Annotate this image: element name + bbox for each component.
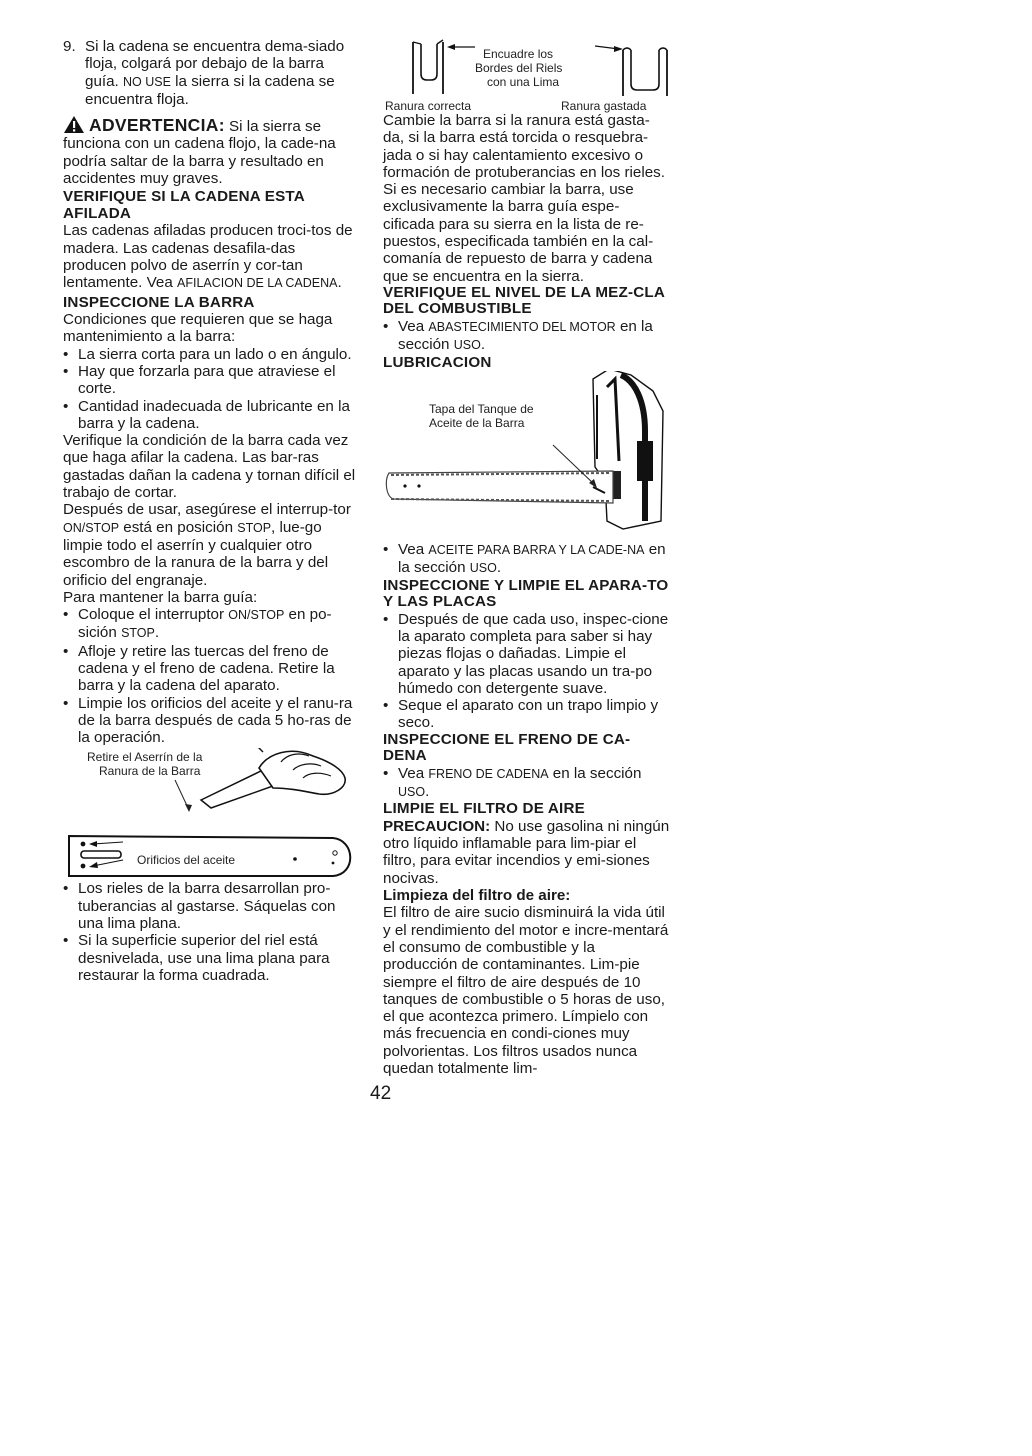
- warning-title: ADVERTENCIA:: [89, 115, 225, 136]
- paragraph-despues: Después de usar, asegúrese el interrup-tor ON/STOP está en posición STOP, lue-go limpie todo el aserrín y cualquier otro escombro de la ranura de la barra y del orificio del engranaje.: [63, 501, 351, 589]
- left-column: [63, 38, 359, 984]
- precaucion-title: PRECAUCION:: [383, 817, 491, 835]
- figure-label: Ranura correcta: [385, 99, 472, 113]
- item-9: 9. Si la cadena se encuentra dema-siado floja, colgará por debajo de la barra guía. NO USE la sierra si la cadena se encuentra floja.: [63, 38, 345, 108]
- item-9-number: 9.: [63, 38, 76, 55]
- list-item: • Cantidad inadecuada de lubricante en la barra y la cadena.: [63, 397, 350, 432]
- figure-rail-profile: [383, 38, 670, 112]
- list-rieles: [63, 880, 359, 984]
- heading-inspeccione-barra: INSPECCIONE LA BARRA: [63, 293, 255, 311]
- figure-label: Ranura gastada: [561, 99, 647, 113]
- heading-nivel-combustible: VERIFIQUE EL NIVEL DE LA MEZ-CLA DEL COMBUSTIBLE: [383, 283, 665, 318]
- warning-icon: [63, 115, 85, 134]
- list-item: • Vea FRENO DE CADENA en la sección USO.: [383, 764, 642, 801]
- paragraph-cambie: Cambie la barra si la ranura está gasta-da, si la barra está torcida o resquebra-jada o si hay calentamiento excesivo o formación de protuberancias en los rieles. Si es necesario cambiar la barra, use exclusivamente la barra guía espe-cificada para su sierra en la lista de re-puestos, especificada también en la cal-comanía de repuesto de barra y cadena que se encuentra en la sierra.: [383, 112, 665, 285]
- list-item: • Limpie los orificios del aceite y el ranu-ra de la barra después de cada 5 ho-ras de la operación.: [63, 694, 353, 747]
- list-item: • Los rieles de la barra desarrollan pro-tuberancias al gastarse. Sáquelas con una lima plana.: [63, 880, 336, 933]
- heading-limpieza-filtro: Limpieza del filtro de aire:: [383, 887, 571, 905]
- list-item: • Si la superficie superior del riel está desnivelada, use una lima plana para restaurar la forma cuadrada.: [63, 932, 330, 984]
- list-item: • Afloje y retire las tuercas del freno de cadena y el freno de cadena. Retire la barra y la cadena del aparato.: [63, 642, 335, 695]
- figure-label: Retire el Aserrín de la: [87, 750, 203, 765]
- list-item: • Seque el aparato con un trapo limpio y seco.: [383, 697, 659, 732]
- figure-label: Tapa del Tanque de: [429, 402, 534, 417]
- list-condiciones: [63, 346, 359, 432]
- heading-freno-cadena: INSPECCIONE EL FRENO DE CA-DENA: [383, 730, 631, 765]
- chainsaw-bar-illustration: [383, 371, 673, 533]
- figure-lubrication: [383, 371, 670, 533]
- list-item: • La sierra corta para un lado o en ángulo.: [63, 345, 352, 363]
- list-item: • Vea ABASTECIMIENTO DEL MOTOR en la sección USO.: [383, 317, 653, 354]
- figure-label: Orificios del aceite: [137, 853, 236, 868]
- figure-label: Ranura de la Barra: [99, 764, 201, 779]
- figure-label: Aceite de la Barra: [429, 416, 525, 431]
- paragraph-cadenas-afiladas: Las cadenas afiladas producen troci-tos de madera. Las cadenas desafila-das producen polvo de aserrín y cor-tan lentamente. Vea AFILACION DE LA CADENA.: [63, 222, 353, 292]
- list-item: • Vea ACEITE PARA BARRA Y LA CADE-NA en la sección USO.: [383, 541, 666, 577]
- paragraph-para-mantener: Para mantener la barra guía:: [63, 588, 258, 606]
- list-item: • Hay que forzarla para que atraviese el corte.: [63, 362, 336, 398]
- heading-inspeccione-aparato: INSPECCIONE Y LIMPIE EL APARA-TO Y LAS PLACAS: [383, 576, 669, 611]
- figure-label: Encuadre los: [483, 47, 554, 61]
- heading-verifique-cadena: VERIFIQUE SI LA CADENA ESTA AFILADA: [63, 188, 305, 222]
- list-item: • Después de que cada uso, inspec-cione la aparato completa para saber si hay piezas flojas o dañadas. Limpie el aparato y las placas usando un tra-po húmedo con detergente suave.: [383, 610, 669, 697]
- heading-lubricacion: LUBRICACION: [383, 353, 492, 371]
- paragraph-condiciones: Condiciones que requieren que se haga mantenimiento a la barra:: [63, 311, 333, 346]
- figure-bar-cleaning: [63, 748, 359, 882]
- figure-label: Bordes del Riels: [475, 61, 563, 75]
- heading-filtro-aire: LIMPIE EL FILTRO DE AIRE: [383, 800, 585, 818]
- right-column: [383, 38, 670, 1077]
- paragraph-filtro: El filtro de aire sucio disminuirá la vida útil y el rendimiento del motor e incre-mentará el consumo de combustible y la producción de contaminantes. Lim-pie siempre el filtro de aire después de 10 tanques de combustible o 5 horas de uso, el que acontezca primero. Límpielo con más frecuencia en condi-ciones muy polvorientas. Los filtros usados nunca quedan totalmente lim-: [383, 904, 669, 1077]
- warning-paragraph: ADVERTENCIA: Si la sierra se funciona con un cadena flojo, la cade-na podría saltar de la barra y resultado en accidentes muy graves.: [63, 115, 336, 188]
- list-item: • Coloque el interruptor ON/STOP en po-sición STOP.: [63, 606, 332, 642]
- paragraph-verifique: Verifique la condición de la barra cada vez que haga afilar la cadena. Las bar-ras gastadas dañan la cadena y tornan difícil el trabajo de cortar.: [63, 432, 356, 502]
- page-number: 42: [370, 1083, 392, 1104]
- paragraph-precaucion: PRECAUCION: No use gasolina ni ningún otro líquido inflamable para lim-piar el filtro, para evitar incendios y emi-siones nocivas.: [383, 817, 670, 887]
- figure-label: con una Lima: [487, 75, 560, 89]
